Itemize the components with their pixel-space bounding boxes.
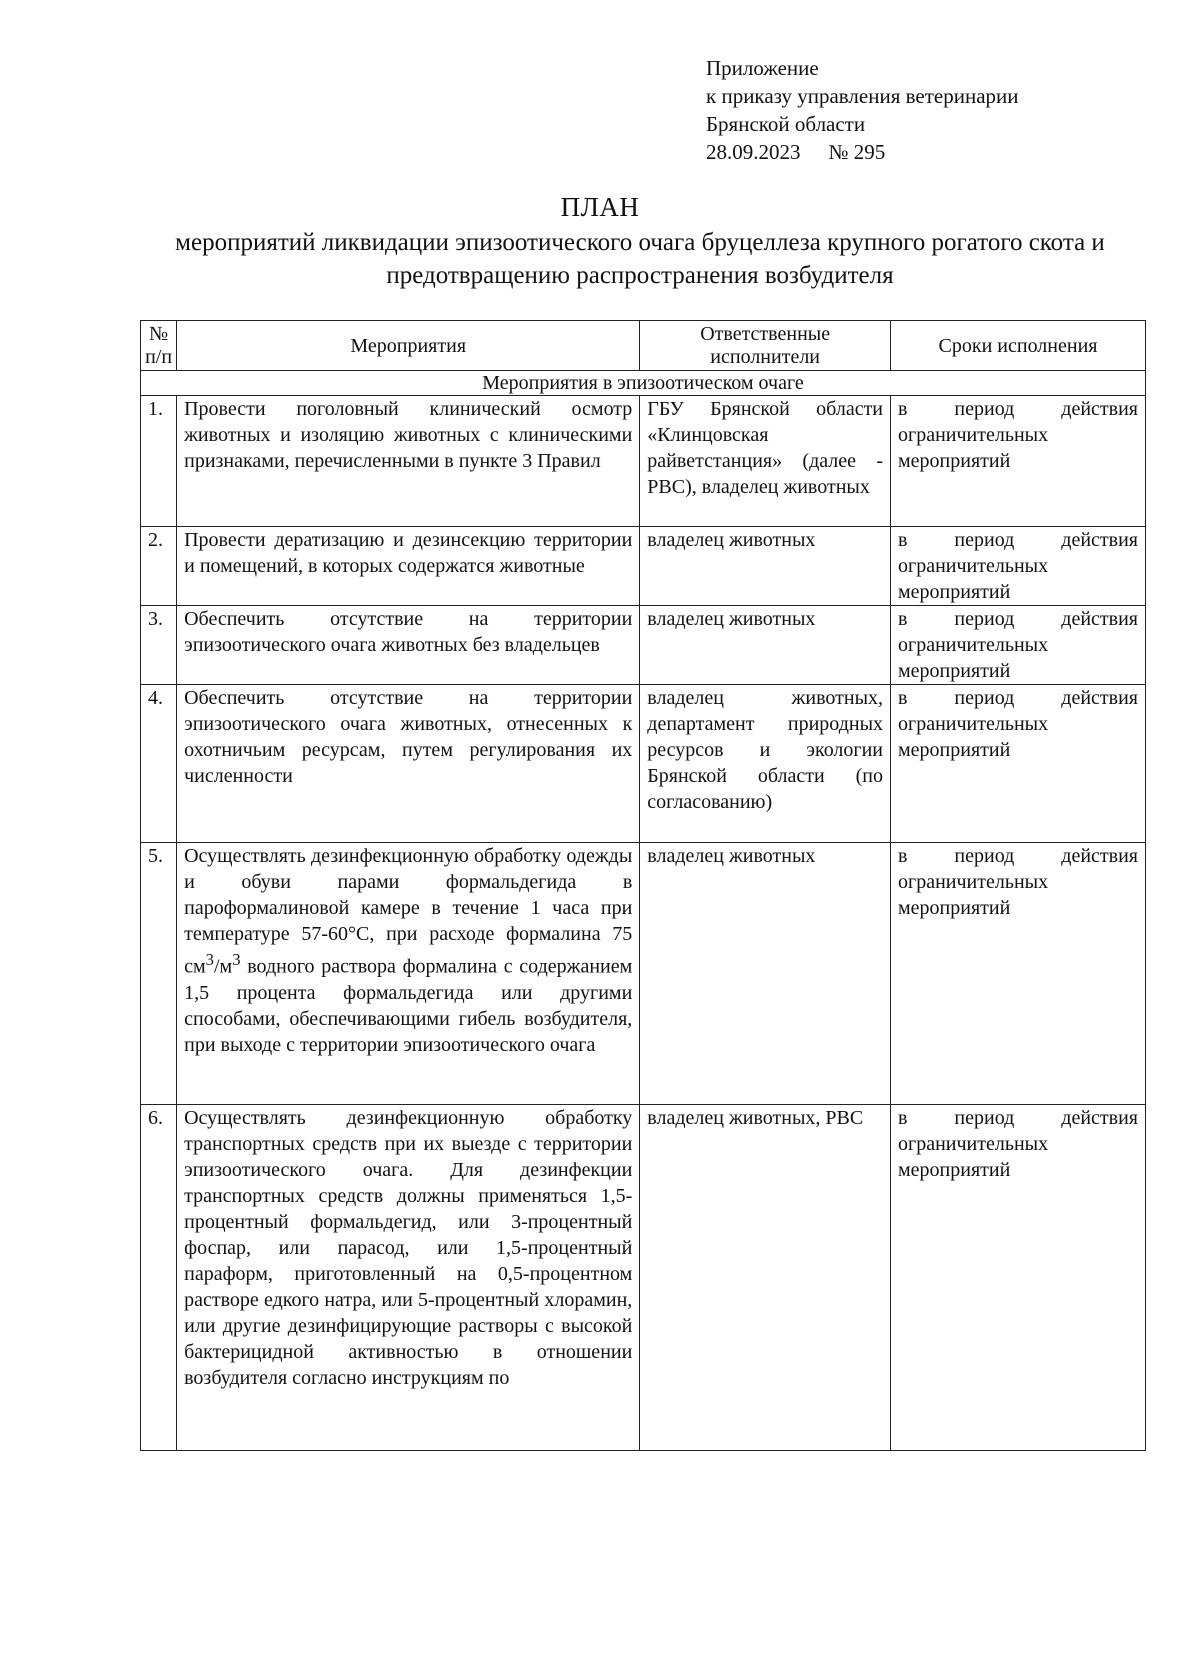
document-title: ПЛАН bbox=[560, 192, 640, 222]
order-date: 28.09.2023 bbox=[706, 140, 801, 164]
row-measure: Обеспечить отсутствие на территории эпизоотического очага животных без владельцев bbox=[177, 606, 640, 685]
row-num: 4. bbox=[141, 685, 177, 843]
row-measure: Обеспечить отсутствие на территории эпизоотического очага животных, отнесенных к охотничьим ресурсам, путем регулирования их численности bbox=[177, 685, 640, 843]
table-row bbox=[141, 843, 1146, 1105]
row-responsible: владелец животных, РВС bbox=[640, 1105, 891, 1451]
row-responsible: владелец животных, департамент природных ресурсов и экологии Брянской области (по согласованию) bbox=[640, 685, 891, 843]
appendix-line-1: Приложение bbox=[706, 56, 819, 80]
row-deadline: в период действия ограничительных мероприятий bbox=[891, 606, 1146, 685]
table-row bbox=[141, 527, 1146, 606]
row-responsible: владелец животных bbox=[640, 527, 891, 606]
row-num: 1. bbox=[141, 396, 177, 527]
row-deadline: в период действия ограничительных мероприятий bbox=[891, 685, 1146, 843]
header-responsible: Ответственные исполнители bbox=[640, 321, 891, 371]
superscript: 3 bbox=[205, 950, 214, 969]
document-subtitle: мероприятий ликвидации эпизоотического очага бруцеллеза крупного рогатого скота и предотвращению распространения возбудителя bbox=[175, 229, 1105, 289]
header-deadline: Сроки исполнения bbox=[891, 321, 1146, 371]
row-measure: Провести поголовный клинический осмотр животных и изоляцию животных с клиническими признаками, перечисленными в пункте 3 Правил bbox=[177, 396, 640, 527]
row-deadline: в период действия ограничительных мероприятий bbox=[891, 843, 1146, 1105]
row-deadline: в период действия ограничительных мероприятий bbox=[891, 527, 1146, 606]
measure-text-part: Осуществлять дезинфекционную обработку одежды и обуви парами формальдегида в пароформалиновой камере в течение 1 часа при температуре 57-60°С, при расходе формалина 75 см bbox=[184, 845, 633, 978]
row-measure bbox=[177, 843, 640, 1105]
row-measure: Провести дератизацию и дезинсекцию территории и помещений, в которых содержатся животные bbox=[177, 527, 640, 606]
row-measure: Осуществлять дезинфекционную обработку транспортных средств при их выезде с территории эпизоотического очага. Для дезинфекции транспортных средств должны применяться 1,5-процентный формальдегид, или 3-процентный фоспар, или парасод, или 1,5-процентный параформ, приготовленный на 0,5-процентном растворе едкого натра, или 5-процентный хлорамин, или другие дезинфицирующие растворы с высокой бактерицидной активностью в отношении возбудителя согласно инструкциям по bbox=[177, 1105, 640, 1451]
row-responsible: владелец животных bbox=[640, 843, 891, 1105]
appendix-line-2: к приказу управления ветеринарии bbox=[706, 84, 1019, 108]
table-header-row bbox=[141, 321, 1146, 371]
header-measures: Мероприятия bbox=[177, 321, 640, 371]
section-row bbox=[141, 371, 1146, 396]
row-deadline: в период действия ограничительных мероприятий bbox=[891, 396, 1146, 527]
row-num: 2. bbox=[141, 527, 177, 606]
table-row bbox=[141, 1105, 1146, 1451]
row-num: 6. bbox=[141, 1105, 177, 1451]
superscript: 3 bbox=[232, 950, 241, 969]
row-num: 3. bbox=[141, 606, 177, 685]
section-title: Мероприятия в эпизоотическом очаге bbox=[141, 371, 1146, 396]
row-responsible: ГБУ Брянской области «Клинцовская райветстанция» (далее - РВС), владелец животных bbox=[640, 396, 891, 527]
appendix-line-3: Брянской области bbox=[706, 112, 866, 136]
table-row bbox=[141, 396, 1146, 527]
plan-table bbox=[140, 320, 1146, 1451]
measure-text-part: /м bbox=[213, 955, 233, 978]
appendix-date-line bbox=[706, 138, 1019, 166]
row-responsible: владелец животных bbox=[640, 606, 891, 685]
row-deadline: в период действия ограничительных мероприятий bbox=[891, 1105, 1146, 1451]
table-row bbox=[141, 606, 1146, 685]
table-row bbox=[141, 685, 1146, 843]
appendix-block bbox=[706, 54, 1019, 166]
order-number: № 295 bbox=[828, 140, 886, 164]
measure-text-part: водного раствора формалина с содержанием 1,5 процента формальдегида или другими способами, обеспечивающими гибель возбудителя, при выходе с территории эпизоотического очага bbox=[184, 955, 633, 1056]
row-num: 5. bbox=[141, 843, 177, 1105]
header-num: № п/п bbox=[141, 321, 177, 371]
